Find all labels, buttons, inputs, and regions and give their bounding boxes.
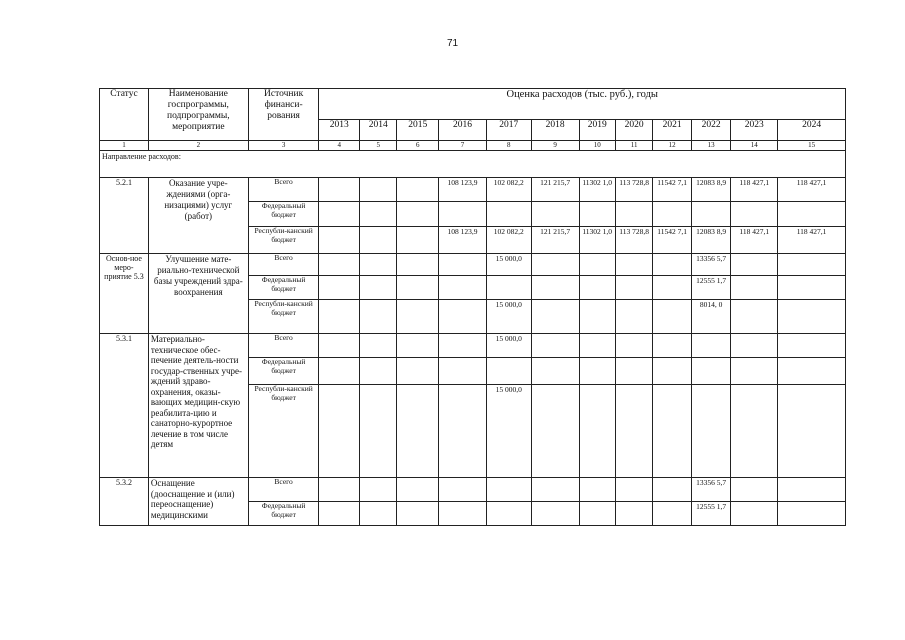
value-cell xyxy=(360,202,397,227)
value-cell xyxy=(531,334,579,358)
source-cell: Республи-канский бюджет xyxy=(248,300,319,334)
year-header: 2019 xyxy=(579,120,615,141)
value-cell xyxy=(360,178,397,202)
value-cell xyxy=(615,478,652,502)
value-cell xyxy=(319,227,360,254)
value-cell xyxy=(360,300,397,334)
column-number: 4 xyxy=(319,141,360,151)
value-cell xyxy=(731,202,778,227)
value-cell xyxy=(778,478,846,502)
header-expenses: Оценка расходов (тыс. руб.), годы xyxy=(319,89,846,120)
value-cell: 118 427,1 xyxy=(778,178,846,202)
value-cell xyxy=(615,334,652,358)
value-cell xyxy=(778,276,846,300)
value-cell xyxy=(319,202,360,227)
value-cell xyxy=(579,385,615,478)
column-number: 1 xyxy=(100,141,149,151)
value-cell: 11302 1,0 xyxy=(579,227,615,254)
name-cell: Материально-техническое обес-печение деятель-ности государ-ственных учре-ждений здраво-охранения, оказы-вающих медицин-скую реабилита-цию и санаторно-курортное лечение в том числе детям xyxy=(148,334,248,478)
value-cell xyxy=(486,358,531,385)
value-cell xyxy=(531,254,579,276)
column-number: 13 xyxy=(691,141,731,151)
value-cell xyxy=(439,478,487,502)
value-cell xyxy=(579,502,615,526)
table-body xyxy=(100,151,846,526)
value-cell xyxy=(653,385,691,478)
column-number: 12 xyxy=(653,141,691,151)
table-header xyxy=(100,89,846,151)
value-cell xyxy=(319,178,360,202)
value-cell xyxy=(615,385,652,478)
column-number: 9 xyxy=(531,141,579,151)
value-cell xyxy=(615,276,652,300)
table-row xyxy=(100,178,846,202)
value-cell xyxy=(531,385,579,478)
value-cell xyxy=(731,254,778,276)
value-cell: 15 000,0 xyxy=(486,385,531,478)
value-cell xyxy=(439,358,487,385)
value-cell xyxy=(486,502,531,526)
value-cell: 15 000,0 xyxy=(486,334,531,358)
name-cell: Оказание учре-ждениями (орга-низациями) услуг (работ) xyxy=(148,178,248,254)
value-cell xyxy=(439,202,487,227)
value-cell xyxy=(531,202,579,227)
column-number: 7 xyxy=(439,141,487,151)
value-cell: 12555 1,7 xyxy=(691,502,731,526)
value-cell: 121 215,7 xyxy=(531,178,579,202)
table-row xyxy=(100,478,846,502)
value-cell xyxy=(439,300,487,334)
direction-label: Направление расходов: xyxy=(100,151,846,178)
value-cell xyxy=(653,334,691,358)
value-cell xyxy=(360,254,397,276)
column-number: 14 xyxy=(731,141,778,151)
value-cell xyxy=(579,276,615,300)
value-cell xyxy=(439,385,487,478)
value-cell xyxy=(579,478,615,502)
status-cell: 5.3.2 xyxy=(100,478,149,526)
value-cell: 118 427,1 xyxy=(731,227,778,254)
value-cell xyxy=(653,300,691,334)
value-cell xyxy=(486,202,531,227)
value-cell xyxy=(319,502,360,526)
status-cell: 5.2.1 xyxy=(100,178,149,254)
value-cell xyxy=(397,502,439,526)
value-cell xyxy=(653,254,691,276)
value-cell: 15 000,0 xyxy=(486,300,531,334)
name-cell: Оснащение (дооснащение и (или) переоснащение) медицинскими xyxy=(148,478,248,526)
value-cell: 118 427,1 xyxy=(778,227,846,254)
value-cell xyxy=(731,478,778,502)
value-cell: 102 082,2 xyxy=(486,178,531,202)
value-cell xyxy=(579,334,615,358)
value-cell xyxy=(439,276,487,300)
value-cell: 11542 7,1 xyxy=(653,178,691,202)
table-row xyxy=(100,254,846,276)
value-cell xyxy=(778,385,846,478)
source-cell: Федеральный бюджет xyxy=(248,276,319,300)
value-cell: 12555 1,7 xyxy=(691,276,731,300)
year-header: 2024 xyxy=(778,120,846,141)
value-cell xyxy=(319,478,360,502)
year-header: 2015 xyxy=(397,120,439,141)
source-cell: Республи-канский бюджет xyxy=(248,385,319,478)
value-cell xyxy=(360,502,397,526)
value-cell xyxy=(319,385,360,478)
value-cell xyxy=(531,276,579,300)
value-cell: 12083 8,9 xyxy=(691,227,731,254)
source-cell: Федеральный бюджет xyxy=(248,358,319,385)
value-cell: 102 082,2 xyxy=(486,227,531,254)
source-cell: Всего xyxy=(248,478,319,502)
value-cell xyxy=(360,276,397,300)
value-cell: 108 123,9 xyxy=(439,227,487,254)
page-number: 71 xyxy=(446,38,459,49)
value-cell xyxy=(653,202,691,227)
name-cell: Улучшение мате-риально-технической базы учреждений здра-воохранения xyxy=(148,254,248,334)
value-cell xyxy=(531,358,579,385)
value-cell xyxy=(653,358,691,385)
value-cell xyxy=(397,227,439,254)
value-cell xyxy=(319,254,360,276)
value-cell xyxy=(691,358,731,385)
value-cell xyxy=(531,300,579,334)
value-cell: 113 728,8 xyxy=(615,178,652,202)
value-cell: 8014, 0 xyxy=(691,300,731,334)
column-number: 8 xyxy=(486,141,531,151)
expenses-table xyxy=(99,88,846,526)
value-cell xyxy=(579,358,615,385)
value-cell: 11542 7,1 xyxy=(653,227,691,254)
value-cell xyxy=(615,202,652,227)
value-cell xyxy=(778,502,846,526)
column-number: 6 xyxy=(397,141,439,151)
value-cell xyxy=(397,334,439,358)
value-cell xyxy=(731,300,778,334)
value-cell xyxy=(615,358,652,385)
year-header: 2020 xyxy=(615,120,652,141)
value-cell xyxy=(615,300,652,334)
value-cell: 12083 8,9 xyxy=(691,178,731,202)
value-cell xyxy=(731,276,778,300)
year-header: 2016 xyxy=(439,120,487,141)
value-cell xyxy=(439,254,487,276)
value-cell xyxy=(360,227,397,254)
value-cell xyxy=(397,300,439,334)
column-number-row xyxy=(100,141,846,151)
year-header: 2017 xyxy=(486,120,531,141)
header-source: Источник финанси-рования xyxy=(248,89,319,141)
value-cell xyxy=(360,385,397,478)
source-cell: Федеральный бюджет xyxy=(248,202,319,227)
header-name: Наименование госпрограммы, подпрограммы, мероприятие xyxy=(148,89,248,141)
value-cell xyxy=(397,276,439,300)
source-cell: Всего xyxy=(248,178,319,202)
column-number: 3 xyxy=(248,141,319,151)
source-cell: Всего xyxy=(248,254,319,276)
value-cell xyxy=(778,254,846,276)
value-cell xyxy=(397,178,439,202)
value-cell xyxy=(397,254,439,276)
value-cell: 108 123,9 xyxy=(439,178,487,202)
value-cell xyxy=(439,334,487,358)
column-number: 2 xyxy=(148,141,248,151)
value-cell xyxy=(778,300,846,334)
value-cell xyxy=(319,276,360,300)
value-cell xyxy=(360,478,397,502)
value-cell xyxy=(397,358,439,385)
value-cell xyxy=(579,202,615,227)
value-cell xyxy=(439,502,487,526)
source-cell: Всего xyxy=(248,334,319,358)
source-cell: Республи-канский бюджет xyxy=(248,227,319,254)
value-cell xyxy=(397,202,439,227)
value-cell xyxy=(397,478,439,502)
value-cell xyxy=(360,334,397,358)
value-cell xyxy=(653,478,691,502)
year-header: 2021 xyxy=(653,120,691,141)
value-cell: 118 427,1 xyxy=(731,178,778,202)
value-cell xyxy=(319,358,360,385)
value-cell: 113 728,8 xyxy=(615,227,652,254)
value-cell xyxy=(319,300,360,334)
value-cell xyxy=(531,502,579,526)
year-header: 2014 xyxy=(360,120,397,141)
value-cell xyxy=(653,502,691,526)
column-number: 5 xyxy=(360,141,397,151)
value-cell xyxy=(486,478,531,502)
value-cell xyxy=(615,502,652,526)
column-number: 10 xyxy=(579,141,615,151)
year-header: 2013 xyxy=(319,120,360,141)
column-number: 15 xyxy=(778,141,846,151)
year-header: 2023 xyxy=(731,120,778,141)
value-cell xyxy=(691,385,731,478)
value-cell xyxy=(778,334,846,358)
year-header: 2022 xyxy=(691,120,731,141)
value-cell: 121 215,7 xyxy=(531,227,579,254)
value-cell xyxy=(319,334,360,358)
value-cell xyxy=(486,276,531,300)
value-cell: 13356 5,7 xyxy=(691,478,731,502)
value-cell: 13356 5,7 xyxy=(691,254,731,276)
status-cell: Основ-ное меро-приятие 5.3 xyxy=(100,254,149,334)
value-cell xyxy=(397,385,439,478)
value-cell xyxy=(778,358,846,385)
header-status: Статус xyxy=(100,89,149,141)
value-cell xyxy=(731,358,778,385)
value-cell xyxy=(615,254,652,276)
table-row xyxy=(100,334,846,358)
value-cell xyxy=(731,385,778,478)
value-cell: 11302 1,0 xyxy=(579,178,615,202)
status-cell: 5.3.1 xyxy=(100,334,149,478)
value-cell xyxy=(731,334,778,358)
value-cell xyxy=(653,276,691,300)
value-cell xyxy=(778,202,846,227)
value-cell xyxy=(579,254,615,276)
value-cell xyxy=(579,300,615,334)
value-cell: 15 000,0 xyxy=(486,254,531,276)
source-cell: Федеральный бюджет xyxy=(248,502,319,526)
column-number: 11 xyxy=(615,141,652,151)
value-cell xyxy=(691,202,731,227)
value-cell xyxy=(731,502,778,526)
value-cell xyxy=(691,334,731,358)
year-header: 2018 xyxy=(531,120,579,141)
value-cell xyxy=(360,358,397,385)
value-cell xyxy=(531,478,579,502)
